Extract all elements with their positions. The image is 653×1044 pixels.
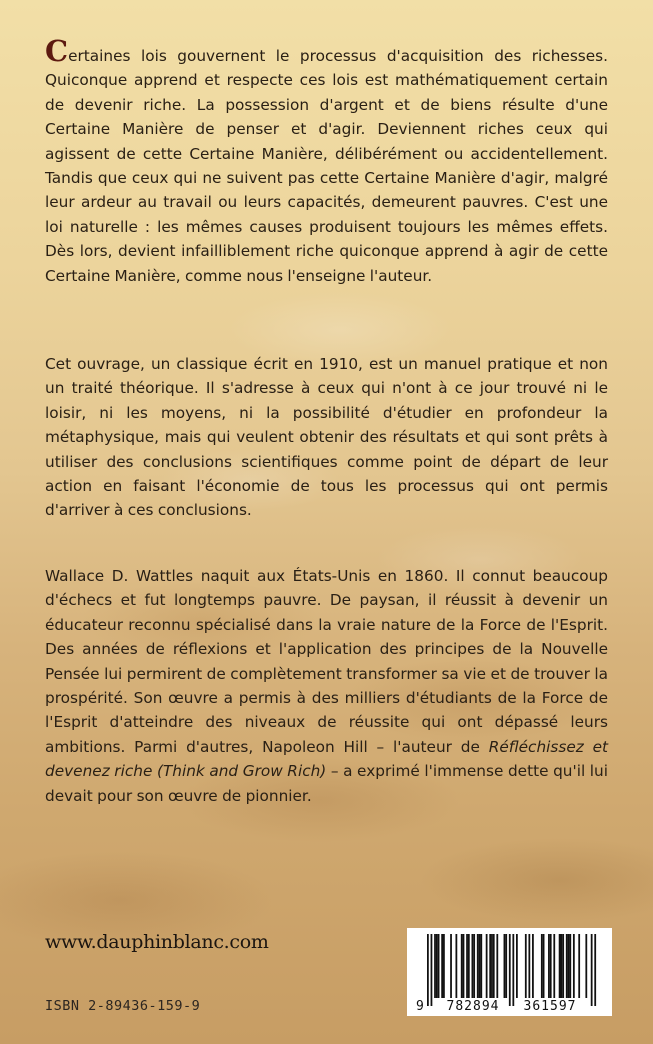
barcode-bar [477,934,479,998]
barcode-bar [443,934,445,998]
barcode-bar [463,934,465,998]
author-bio-paragraph [45,564,608,808]
barcode-bar [472,934,474,998]
barcode-bar [543,934,545,998]
intro-text: ertaines lois gouvernent le processus d'acquisition des richesses. Quiconque apprend et respecte ces lois est mathématiquement certain de devenir riche. La possession d'argent et de biens résulte d'une Certaine Manière de penser et d'agir. Deviennent riches ceux qui agissent de cette Certaine Manière, délibérément ou accidentellement. Tandis que ceux qui ne suivent pas cette Certaine Manière d'agir, malgré leur ardeur au travail ou leurs capacités, demeurent pauvres. C'est une loi naturelle : les mêmes causes produisent toujours les mêmes effets. Dès lors, devient infailliblement riche quiconque apprend à agir de cette Certaine Manière, comme nous l'enseigne l'auteur. [45,47,608,285]
barcode-bar [427,934,429,1006]
barcode-bar [562,934,564,998]
isbn-number: ISBN 2-89436-159-9 [45,998,201,1014]
author-bio-text: Wallace D. Wattles naquit aux États-Unis en 1860. Il connut beaucoup d'échecs et fut longtemps pauvre. De paysan, il réussit à devenir un éducateur reconnu spécialisé dans la vraie nature de la Force de l'Esprit. Des années de réflexions et l'application des principes de la Nouvelle Pensée lui permirent de complètement transformer sa vie et de trouver la prospérité. Son œuvre a permis à des milliers d'étudiants de la Force de l'Esprit d'atteindre des niveaux de réussite qui ont dépassé leurs ambitions. Parmi d'autres, Napoleon Hill – l'auteur de [45,567,608,756]
barcode-bar [486,934,488,998]
barcode-bar [573,934,575,998]
barcode-bar [431,934,433,1006]
barcode-bar [512,934,514,1006]
barcode-bar [559,934,561,998]
publisher-website[interactable]: www.dauphinblanc.com [45,931,269,953]
barcode-bar [468,934,470,998]
barcode-bar [594,934,596,1006]
barcode-bar [516,934,518,998]
barcode-bar [585,934,587,998]
barcode-bar [578,934,580,998]
barcode-bar [566,934,568,998]
barcode-bar [561,934,563,998]
barcode-bar [548,934,550,998]
barcode-bar [569,934,571,998]
barcode-bar [450,934,452,998]
barcode-leading-digit: 9 [416,999,424,1014]
barcode-bar [568,934,570,998]
barcode-bar [550,934,552,998]
barcode-bar [505,934,507,998]
barcode-bar [528,934,530,998]
barcode-bar [491,934,493,998]
barcode-bar [504,934,506,998]
barcode-left-digits: 782894 [446,999,500,1014]
barcode-bar [466,934,468,998]
barcode-bar [591,934,593,1006]
barcode-bar [461,934,463,998]
author-bio-text-end: – a exprimé l'immense dette qu'il lui devait pour son œuvre de pionnier. [45,762,608,805]
barcode-bar [455,934,457,998]
barcode-bar [493,934,495,998]
intro-paragraph [45,34,608,288]
barcode-bar [553,934,555,998]
barcode [407,928,612,1016]
work-description-paragraph [45,352,608,523]
book-title: Réfléchissez et devenez riche (Think and Grow Rich) [45,737,608,781]
work-description-text: Cet ouvrage, un classique écrit en 1910, est un manuel pratique et non un traité théorique. Il s'adresse à ceux qui n'ont à ce jour trouvé ni le loisir, ni les moyens, ni la possibilité d'étudier en profondeur la métaphysique, mais qui veulent obtenir des résultats et qui sont prêts à utiliser des conclusions scientifiques comme point de départ de leur action en faisant l'économie de tous les processus qui ont permis d'arriver à ces conclusions. [45,355,608,520]
barcode-graphic [407,928,612,1016]
barcode-bar [473,934,475,998]
barcode-bar [541,934,543,998]
barcode-bar [525,934,527,998]
barcode-bar [480,934,482,998]
barcode-bar [438,934,440,998]
barcode-bar [479,934,481,998]
barcode-bar [434,934,436,998]
barcode-bar [489,934,491,998]
drop-cap: C [45,34,69,68]
barcode-right-digits: 361597 [523,999,577,1014]
barcode-bar [436,934,438,998]
barcode-bar [496,934,498,998]
barcode-bar [441,934,443,998]
barcode-bar [509,934,511,1006]
barcode-bar [532,934,534,998]
